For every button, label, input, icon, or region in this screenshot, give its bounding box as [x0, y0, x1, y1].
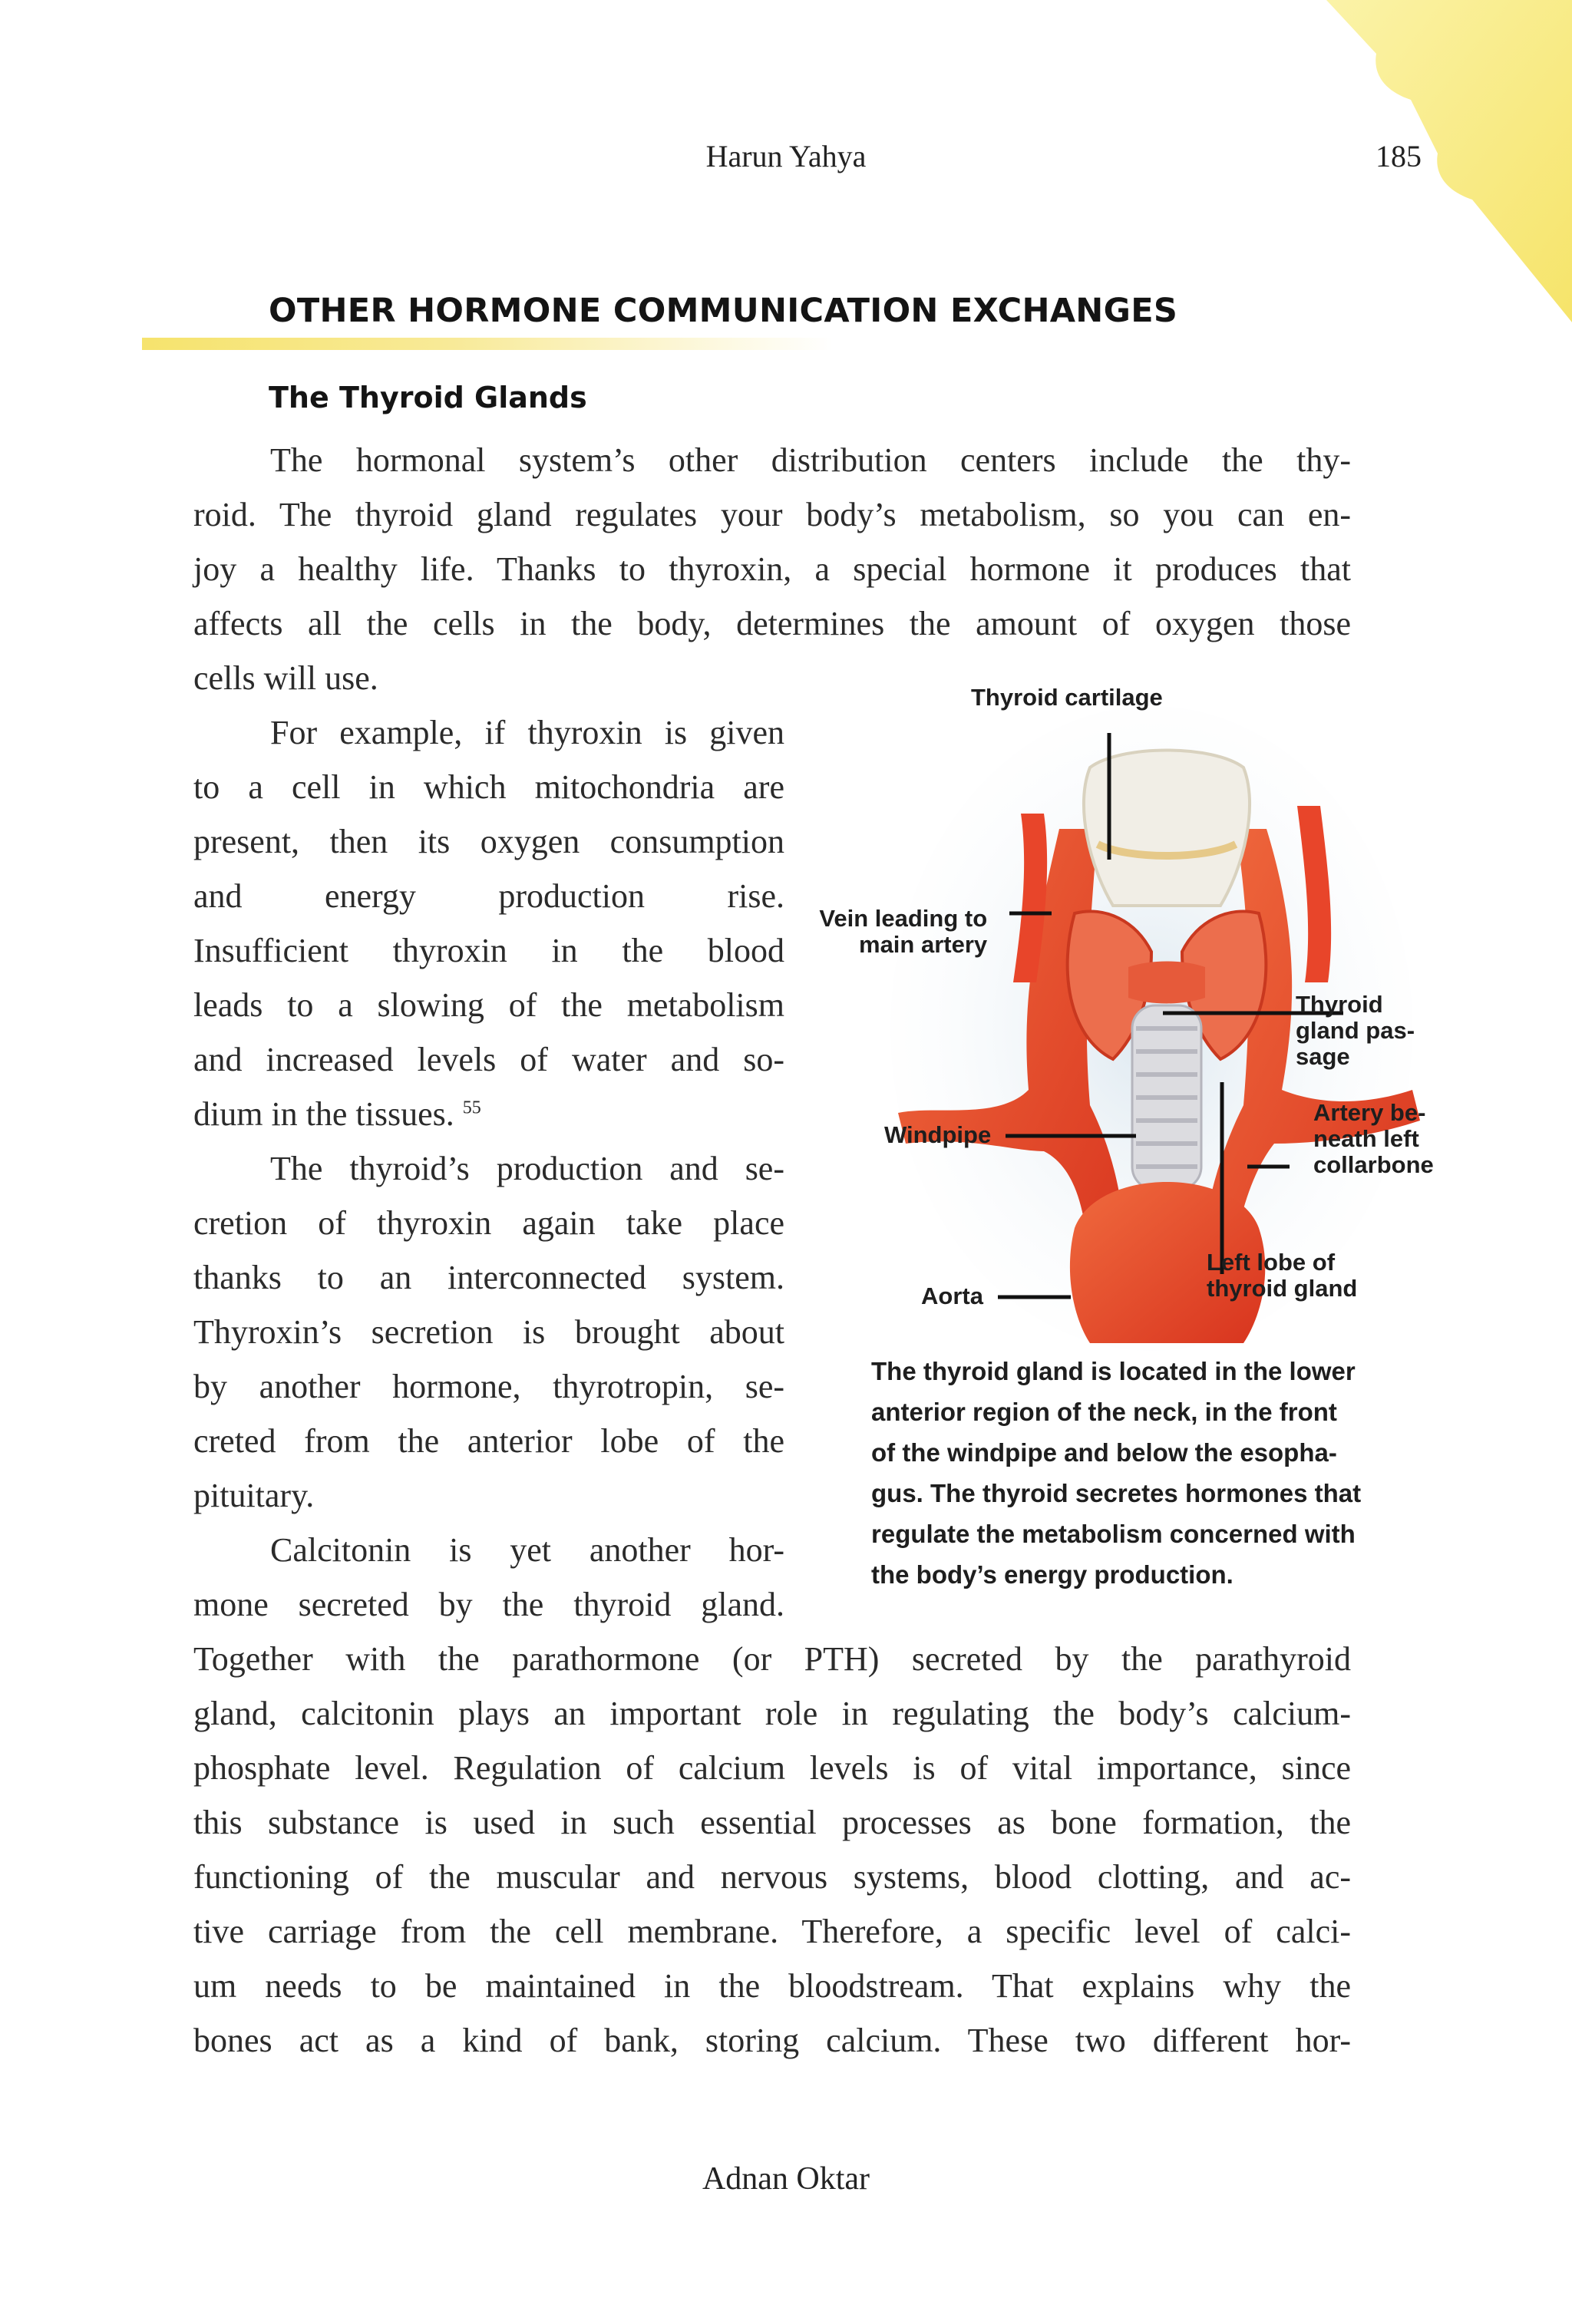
section-title: OTHER HORMONE COMMUNICATION EXCHANGES	[269, 292, 1178, 330]
body-line: Thyroxin’s secretion is brought about	[193, 1313, 784, 1351]
label-thyroid-cartilage: Thyroid cartilage	[971, 684, 1163, 711]
caption-line: regulate the metabolism concerned with	[871, 1520, 1356, 1548]
title-underline	[142, 338, 833, 350]
body-line: and energy production rise.	[193, 877, 784, 915]
body-line: functioning of the muscular and nervous systems, blood clotting, and ac-	[193, 1858, 1351, 1896]
body-line: leads to a slowing of the metabolism	[193, 986, 784, 1024]
footnote-ref: 55	[462, 1098, 481, 1118]
caption-line: gus. The thyroid secretes hormones that	[871, 1479, 1362, 1507]
caption-line: the body’s energy production.	[871, 1560, 1233, 1589]
body-line: this substance is used in such essential processes as bone formation, the	[193, 1804, 1351, 1841]
body-line: roid. The thyroid gland regulates your body’s metabolism, so you can en-	[193, 496, 1351, 533]
body-line: pituitary.	[193, 1477, 315, 1514]
body-line: and increased levels of water and so-	[193, 1041, 784, 1078]
body-line: gland, calcitonin plays an important role in regulating the body’s calcium-	[193, 1695, 1351, 1732]
corner-decoration	[1219, 0, 1572, 353]
body-line: um needs to be maintained in the bloodstream. That explains why the	[193, 1967, 1351, 2005]
thyroid-figure	[768, 675, 1566, 1351]
body-line: present, then its oxygen consumption	[193, 823, 784, 860]
label-thyroid-passage	[1296, 992, 1415, 1070]
label-vein	[817, 906, 987, 958]
body-line: cretion of thyroxin again take place	[193, 1204, 784, 1242]
label-passage-line: gland pas-	[1296, 1017, 1415, 1044]
footer-author: Adnan Oktar	[702, 2161, 870, 2197]
body-line: Insufficient thyroxin in the blood	[193, 932, 784, 969]
label-passage-line: Thyroid	[1296, 991, 1383, 1018]
body-line: thanks to an interconnected system.	[193, 1259, 784, 1296]
body-line: cells will use.	[193, 659, 378, 697]
body-line: affects all the cells in the body, determines the amount of oxygen those	[193, 605, 1351, 642]
caption-line: anterior region of the neck, in the front	[871, 1398, 1337, 1426]
body-line: Calcitonin is yet another hor-	[270, 1531, 784, 1569]
body-line: tive carriage from the cell membrane. Therefore, a specific level of calci-	[193, 1913, 1351, 1950]
label-artery	[1313, 1100, 1434, 1178]
body-line: mone secreted by the thyroid gland.	[193, 1586, 784, 1623]
body-line	[193, 1091, 481, 1137]
caption-line: of the windpipe and below the esopha-	[871, 1438, 1337, 1467]
thyroid-illustration	[768, 675, 1566, 1351]
label-vein-line: main artery	[859, 931, 988, 958]
label-passage-line: sage	[1296, 1043, 1350, 1070]
body-line: to a cell in which mitochondria are	[193, 768, 784, 806]
body-line: joy a healthy life. Thanks to thyroxin, a special hormone it produces that	[193, 550, 1351, 588]
label-left-lobe	[1207, 1249, 1357, 1302]
running-head: Harun Yahya	[705, 139, 867, 173]
label-left-lobe-line: thyroid gland	[1207, 1275, 1358, 1302]
body-line: by another hormone, thyrotropin, se-	[193, 1368, 784, 1405]
body-line: Together with the parathormone (or PTH) secreted by the parathyroid	[193, 1640, 1351, 1678]
label-aorta: Aorta	[921, 1282, 983, 1309]
label-artery-line: Artery be-	[1313, 1099, 1426, 1126]
body-line-text: dium in the tissues.	[193, 1095, 454, 1133]
body-line: creted from the anterior lobe of the	[193, 1422, 784, 1460]
label-artery-line: neath left	[1313, 1125, 1419, 1152]
body-line: phosphate level. Regulation of calcium levels is of vital importance, since	[193, 1749, 1351, 1787]
body-line: The hormonal system’s other distribution centers include the thy-	[270, 441, 1351, 479]
label-windpipe: Windpipe	[884, 1121, 992, 1148]
body-line: The thyroid’s production and se-	[270, 1150, 784, 1187]
label-vein-line: Vein leading to	[819, 905, 988, 932]
label-artery-line: collarbone	[1313, 1151, 1434, 1178]
body-line: For example, if thyroxin is given	[270, 714, 784, 751]
subheading: The Thyroid Glands	[269, 381, 587, 414]
caption-line: The thyroid gland is located in the lower	[871, 1357, 1356, 1385]
figure-caption	[871, 1351, 1470, 1595]
page-number: 185	[1376, 139, 1422, 173]
label-left-lobe-line: Left lobe of	[1207, 1249, 1336, 1276]
body-line: bones act as a kind of bank, storing calcium. These two different hor-	[193, 2022, 1351, 2059]
